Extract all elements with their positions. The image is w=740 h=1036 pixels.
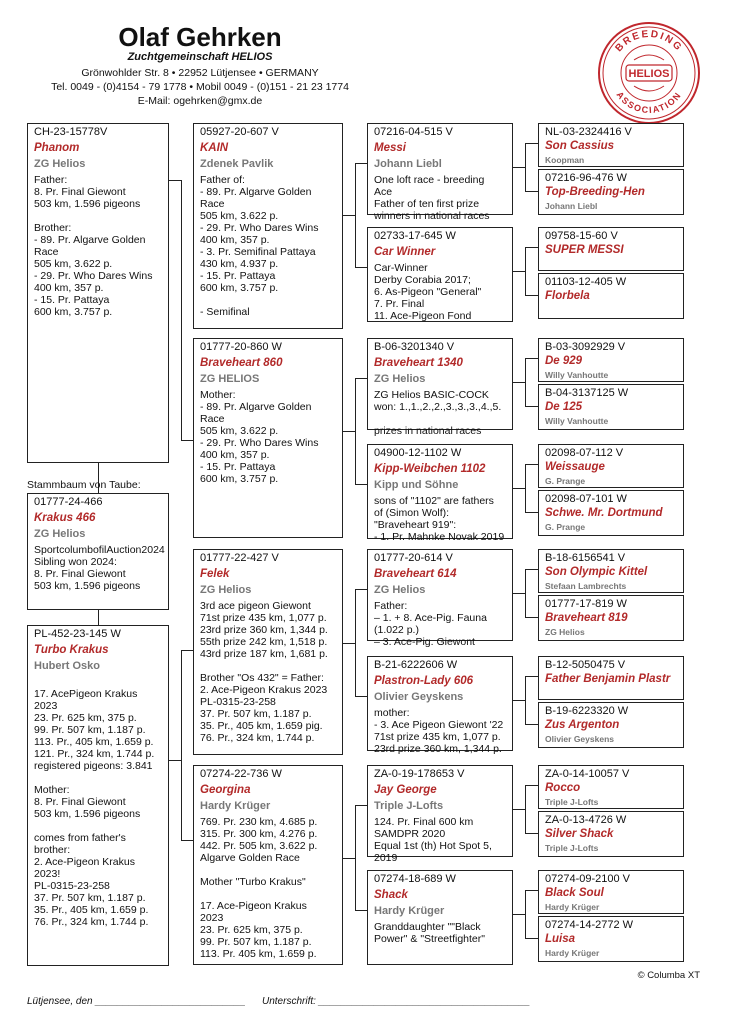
connector-line: [525, 191, 538, 192]
pigeon-name: Car Winner: [374, 246, 436, 258]
pigeon-name: Messi: [374, 142, 406, 154]
pigeon-name: Zus Argenton: [545, 719, 620, 731]
breeder-name: Olaf Gehrken: [118, 22, 282, 52]
connector-line: [525, 464, 526, 512]
connector-line: [355, 910, 367, 911]
pigeon-description: mother: - 3. Ace Pigeon Giewont '22 71st prize 435 km, 1,077 p. 23rd prize 360 km, 1,344 p.: [374, 707, 504, 755]
connector-line: [343, 215, 355, 216]
breeder-email[interactable]: E-Mail: ogehrken@gmx.de: [137, 95, 263, 107]
grandparent-box-3: [193, 549, 343, 755]
pigeon-description: SportcolumbofilAuction2024 Sibling won 2024: 8. Pr. Final Giewont 503 km, 1.596 pigeons: [34, 544, 165, 592]
connector-line: [525, 890, 526, 938]
ring-number: 07274-18-689 W: [374, 873, 456, 885]
connector-line: [355, 163, 367, 164]
breeder-name-label: ZG Helios: [34, 528, 86, 540]
connector-line: [525, 785, 526, 833]
pigeon-name: Rocco: [545, 782, 581, 794]
ring-number: B-06-3201340 V: [374, 341, 455, 353]
pigeon-name: Top-Breeding-Hen: [545, 186, 645, 198]
gen4-box-7: [538, 444, 684, 488]
great-grandparent-box-8: [367, 870, 513, 965]
pigeon-name: Plastron-Lady 606: [374, 675, 474, 687]
breeder-name-label: Hardy Krüger: [545, 948, 600, 958]
pigeon-name: Luisa: [545, 933, 576, 945]
pigeon-description: 17. AcePigeon Krakus 2023 23. Pr. 625 km, 375 p. 99. Pr. 507 km, 1.187 p. 113. Pr., 405 km, 1.659 p. 121. Pr., 324 km, 1.744 p. registered pigeons: 3.841 Mother: 8. Pr. Final Giewont 503 km, 1.596 pigeons comes from father's brother: 2. Ace-Pigeon Krakus 2023! PL-0315-23-258 37. Pr. 507 km, 1.187 p. 35. Pr., 405 km, 1.659 p. 76. Pr., 324 km, 1.744 p.: [34, 688, 155, 928]
connector-line: [525, 833, 538, 834]
connector-line: [525, 406, 538, 407]
ring-number: 02733-17-645 W: [374, 230, 456, 242]
pigeon-name: Florbela: [545, 290, 590, 302]
pigeon-name: KAIN: [200, 142, 229, 154]
breeder-address: Grönwohlder Str. 8 • 22952 Lütjensee • GERMANY: [81, 67, 319, 79]
connector-line: [525, 724, 538, 725]
pigeon-name: Kipp-Weibchen 1102: [374, 463, 486, 475]
connector-line: [525, 247, 538, 248]
pigeon-description: Granddaughter ""Black Power" & "Streetfighter": [374, 921, 485, 945]
breeder-name-label: Zdenek Pavlik: [200, 158, 274, 170]
breeder-name-label: G. Prange: [545, 522, 586, 532]
breeder-name-label: ZG Helios: [545, 627, 585, 637]
pigeon-description: sons of "1102" are fathers of (Simon Wolf): "Braveheart 919": - 1. Pr. Mahnke Novak 2019: [374, 495, 505, 543]
breeder-name-label: Hardy Krüger: [200, 800, 271, 812]
breeder-name-label: Hardy Krüger: [374, 905, 445, 917]
connector-line: [98, 610, 99, 625]
pigeon-name: Braveheart 1340: [374, 357, 463, 369]
pigeon-description: Father: – 1. + 8. Ace-Pig. Fauna (1.022 p.) – 3. Ace-Pig. Giewont: [374, 600, 487, 648]
connector-line: [525, 676, 538, 677]
connector-line: [525, 358, 526, 406]
pigeon-description: One loft race - breeding Ace Father of ten first prize winners in national races: [374, 174, 490, 222]
gen4-box-5: [538, 338, 684, 382]
pigeon-description: 124. Pr. Final 600 km SAMDPR 2020 Equal 1st (th) Hot Spot 5, 2019: [374, 816, 492, 864]
connector-line: [525, 569, 538, 570]
connector-line: [181, 650, 193, 651]
connector-line: [355, 805, 356, 910]
ring-number: B-19-6223320 W: [545, 705, 629, 717]
gen4-box-6: [538, 384, 684, 430]
connector-line: [513, 809, 525, 810]
connector-line: [343, 431, 355, 432]
breeder-name-label: Willy Vanhoutte: [545, 416, 609, 426]
connector-line: [525, 676, 526, 724]
ring-number: B-04-3137125 W: [545, 387, 629, 399]
breeder-name-label: ZG Helios: [374, 584, 426, 596]
connector-line: [169, 760, 181, 761]
connector-line: [513, 271, 525, 272]
gen4-box-2: [538, 169, 684, 215]
ring-number: B-03-3092929 V: [545, 341, 626, 353]
connector-line: [343, 858, 355, 859]
signature-line[interactable]: Unterschrift: ______________________________________: [262, 996, 531, 1007]
ring-number: 05927-20-607 V: [200, 126, 279, 138]
connector-line: [355, 378, 367, 379]
ring-number: 09758-15-60 V: [545, 230, 618, 242]
ring-number: 07216-96-476 W: [545, 172, 627, 184]
pigeon-name: Jay George: [374, 784, 437, 796]
connector-line: [355, 163, 356, 267]
great-grandparent-box-1: [367, 123, 513, 222]
breeder-name-label: Johann Liebl: [545, 201, 598, 211]
grandparent-box-4: [193, 765, 343, 965]
connector-line: [525, 464, 538, 465]
ring-number: 01103-12-405 W: [545, 276, 627, 288]
pigeon-name: De 125: [545, 401, 583, 413]
breeder-name-label: Olivier Geyskens: [374, 691, 464, 703]
connector-line: [525, 569, 526, 617]
breeder-name-label: Willy Vanhoutte: [545, 370, 609, 380]
connector-line: [525, 247, 526, 295]
connector-line: [513, 914, 525, 915]
connector-line: [355, 378, 356, 484]
gen4-box-14: [538, 811, 684, 857]
pigeon-description: 769. Pr. 230 km, 4.685 p. 315. Pr. 300 km, 4.276 p. 442. Pr. 505 km, 3.622 p. Algarve Golden Race Mother "Turbo Krakus" 17. Ace-Pigeon Krakus 2023 23. Pr. 625 km, 375 p. 99. Pr. 507 km, 1.187 p. 113. Pr. 405 km, 1.659 p.: [200, 816, 318, 960]
pigeon-name: Braveheart 860: [200, 357, 283, 369]
pigeon-description: ZG Helios BASIC-COCK won: 1.,1.,2.,2.,3.,3.,3.,4.,5. prizes in national races: [374, 389, 502, 437]
svg-text:HELIOS: HELIOS: [628, 68, 670, 80]
connector-line: [513, 700, 525, 701]
ring-number: 01777-24-466: [34, 496, 103, 508]
pigeon-name: Silver Shack: [545, 828, 614, 840]
pigeon-description: 3rd ace pigeon Giewont 71st prize 435 km, 1,077 p. 23rd prize 360 km, 1,344 p. 55th prize 242 km, 1,518 p. 43rd prize 187 km, 1,681 p. Brother "Os 432" = Father: 2. Ace-Pigeon Krakus 2023 PL-0315-23-258 37. Pr. 507 km, 1.187 p. 35. Pr., 405 km, 1.659 pig. 76. Pr., 324 km, 1.744 p.: [200, 600, 328, 744]
pigeon-name: Black Soul: [545, 887, 604, 899]
connector-line: [513, 488, 525, 489]
ring-number: 02098-07-101 W: [545, 493, 627, 505]
breeder-name-label: G. Prange: [545, 476, 586, 486]
ring-number: 07274-22-736 W: [200, 768, 282, 780]
gen4-box-13: [538, 765, 684, 809]
pigeon-name: De 929: [545, 355, 583, 367]
breeder-name-label: ZG HELIOS: [200, 373, 260, 385]
gen4-box-12: [538, 702, 684, 748]
breeder-subtitle: Zuchtgemeinschaft HELIOS: [127, 51, 273, 63]
place-date-line[interactable]: Lütjensee, den ___________________________: [27, 996, 246, 1007]
breeder-name-label: Hubert Osko: [34, 660, 101, 672]
breeder-name-label: ZG Helios: [200, 584, 252, 596]
stammbaum-label: Stammbaum von Taube:: [27, 479, 141, 491]
gen4-box-10: [538, 595, 684, 641]
connector-line: [525, 143, 526, 191]
ring-number: ZA-0-13-4726 W: [545, 814, 627, 826]
ring-number: 01777-20-860 W: [200, 341, 282, 353]
breeder-name-label: Triple J-Lofts: [545, 843, 599, 853]
breeder-name-label: Stefaan Lambrechts: [545, 581, 627, 591]
ring-number: 04900-12-1102 W: [374, 447, 462, 459]
connector-line: [355, 589, 356, 696]
pigeon-description: Mother: - 89. Pr. Algarve Golden Race 505 km, 3.622 p. - 29. Pr. Who Dares Wins 400 km, 357 p. - 15. Pr. Pattaya 600 km, 3.757 p.: [200, 389, 319, 485]
gen4-box-1: [538, 123, 684, 167]
great-grandparent-box-5: [367, 549, 513, 648]
pigeon-description: Car-Winner Derby Corabia 2017; 6. As-Pigeon "General" 7. Pr. Final 11. Ace-Pigeon Fond: [374, 262, 482, 322]
pigeon-name: Son Cassius: [545, 140, 615, 152]
connector-line: [525, 617, 538, 618]
breeder-name-label: Johann Liebl: [374, 158, 442, 170]
great-grandparent-box-6: [367, 656, 513, 755]
pigeon-name: Schwe. Mr. Dortmund: [545, 507, 663, 519]
ring-number: 07216-04-515 V: [374, 126, 453, 138]
ring-number: 01777-20-614 V: [374, 552, 453, 564]
ring-number: 07274-09-2100 V: [545, 873, 631, 885]
gen4-box-3: [538, 227, 684, 271]
pigeon-name: SUPER MESSI: [545, 244, 624, 256]
ring-number: B-18-6156541 V: [545, 552, 626, 564]
copyright: © Columba XT: [637, 970, 700, 981]
breeder-name-label: Olivier Geyskens: [545, 734, 614, 744]
connector-line: [355, 696, 367, 697]
breeder-name-label: ZG Helios: [374, 373, 426, 385]
great-grandparent-box-4: [367, 444, 513, 543]
grandparent-box-2: [193, 338, 343, 538]
ring-number: ZA-0-14-10057 V: [545, 768, 630, 780]
great-grandparent-box-7: [367, 765, 513, 864]
connector-line: [181, 440, 193, 441]
helios-seal-icon: [596, 20, 702, 126]
great-grandparent-box-3: [367, 338, 513, 437]
svg-text:BREEDING: BREEDING: [613, 28, 685, 55]
pigeon-name: Braveheart 614: [374, 568, 457, 580]
father-box: [27, 123, 169, 463]
connector-line: [181, 650, 182, 840]
connector-line: [355, 484, 367, 485]
connector-line: [355, 589, 367, 590]
breeder-name-label: Koopman: [545, 155, 585, 165]
connector-line: [513, 593, 525, 594]
pigeon-name: Krakus 466: [34, 512, 96, 524]
ring-number: NL-03-2324416 V: [545, 126, 632, 138]
connector-line: [513, 382, 525, 383]
pigeon-name: Felek: [200, 568, 230, 580]
breeder-name-label: Triple J-Lofts: [545, 797, 599, 807]
ring-number: 01777-22-427 V: [200, 552, 279, 564]
connector-line: [169, 180, 181, 181]
connector-line: [355, 267, 367, 268]
connector-line: [525, 295, 538, 296]
connector-line: [525, 512, 538, 513]
connector-line: [355, 805, 367, 806]
pigeon-name: Georgina: [200, 784, 251, 796]
mother-box: [27, 625, 169, 966]
connector-line: [525, 890, 538, 891]
grandparent-box-1: [193, 123, 343, 329]
great-grandparent-box-2: [367, 227, 513, 322]
svg-text:ASSOCIATION: ASSOCIATION: [614, 89, 684, 116]
gen4-box-15: [538, 870, 684, 914]
pigeon-name: Phanom: [34, 142, 80, 154]
ring-number: PL-452-23-145 W: [34, 628, 121, 640]
pigeon-description: Father: 8. Pr. Final Giewont 503 km, 1.596 pigeons Brother: - 89. Pr. Algarve Golden Race 505 km, 3.622 p. - 29. Pr. Who Dares Wins 400 km, 357 p. - 15. Pr. Pattaya 600 km, 3.757 p.: [34, 174, 153, 318]
gen4-box-4: [538, 273, 684, 319]
breeder-name-label: ZG Helios: [34, 158, 86, 170]
breeder-name-label: Triple J-Lofts: [374, 800, 444, 812]
ring-number: ZA-0-19-178653 V: [374, 768, 465, 780]
pigeon-name: Father Benjamin Plastr: [545, 673, 671, 685]
ring-number: CH-23-15778V: [34, 126, 108, 138]
breeder-name-label: Hardy Krüger: [545, 902, 600, 912]
pigeon-name: Turbo Krakus: [34, 644, 109, 656]
subject-box: [27, 493, 169, 610]
pigeon-name: Son Olympic Kittel: [545, 566, 648, 578]
gen4-box-8: [538, 490, 684, 536]
ring-number: 07274-14-2772 W: [545, 919, 634, 931]
pigeon-name: Weissauge: [545, 461, 605, 473]
connector-line: [513, 167, 525, 168]
connector-line: [181, 180, 182, 440]
ring-number: 01777-17-819 W: [545, 598, 627, 610]
ring-number: B-21-6222606 W: [374, 659, 458, 671]
gen4-box-11: [538, 656, 684, 700]
connector-line: [525, 938, 538, 939]
breeder-name-label: Kipp und Söhne: [374, 479, 459, 491]
connector-line: [525, 143, 538, 144]
ring-number: B-12-5050475 V: [545, 659, 626, 671]
ring-number: 02098-07-112 V: [545, 447, 624, 459]
gen4-box-9: [538, 549, 684, 593]
pigeon-description: Father of: - 89. Pr. Algarve Golden Race 505 km, 3.622 p. - 29. Pr. Who Dares Wins 400 km, 357 p. - 3. Pr. Semifinal Pattaya 430 km, 4.937 p. - 15. Pr. Pattaya 600 km, 3.757 p. - Semifinal: [200, 174, 319, 318]
connector-line: [343, 643, 355, 644]
connector-line: [525, 785, 538, 786]
pigeon-name: Braveheart 819: [545, 612, 628, 624]
connector-line: [525, 358, 538, 359]
breeder-phone: Tel. 0049 - (0)4154 - 79 1778 • Mobil 0049 - (0)151 - 21 23 1774: [51, 81, 349, 93]
gen4-box-16: [538, 916, 684, 962]
connector-line: [181, 840, 193, 841]
pigeon-name: Shack: [374, 889, 408, 901]
